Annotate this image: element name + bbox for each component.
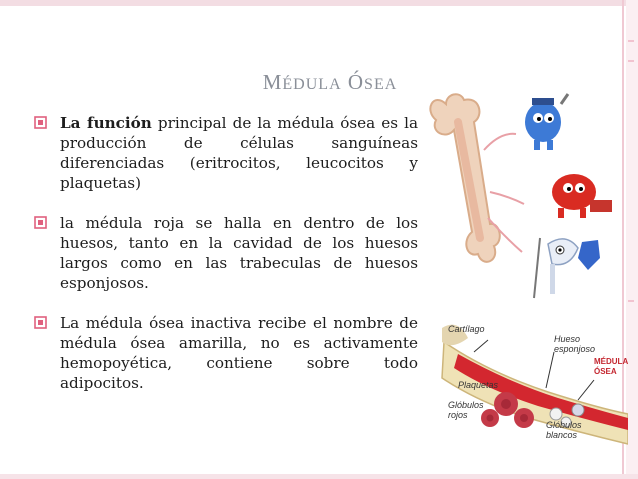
bullet-item: [34, 313, 418, 393]
white-cell-character-icon: [525, 94, 568, 150]
border-tick: [628, 40, 634, 42]
bullet-item: [34, 113, 418, 193]
bottom-border: [0, 474, 638, 479]
label-cartilago: Cartílago: [448, 324, 485, 334]
platelet-character-icon: [534, 238, 600, 298]
bullet-text: principal de la médula ósea es la producción de células sanguíneas diferenciadas (eritrocitos, leucocitos y plaquetas): [60, 114, 418, 192]
label-medula-osea: MÉDULA ÓSEA: [594, 357, 628, 376]
border-tick: [628, 60, 634, 62]
bullet-list: [34, 113, 418, 413]
bullet-bold-text: La función: [60, 114, 152, 132]
red-cell-character-icon: [552, 174, 612, 218]
bullet-text: la médula roja se halla en dentro de los huesos, tanto en la cavidad de los huesos largos como en las trabeculas de huesos esponjosos.: [60, 214, 418, 292]
slide-title-text: MÉDULA ÓSEA: [262, 70, 398, 94]
label-plaquetas: Plaquetas: [458, 380, 499, 390]
border-tick: [628, 300, 634, 302]
bullet-marker-icon: [34, 116, 47, 129]
bone-icon: [430, 94, 499, 262]
bullet-text: La médula ósea inactiva recibe el nombre de médula ósea amarilla, no es activamente hemopoyética, contiene sobre todo adipocitos.: [60, 314, 418, 392]
bullet-marker-icon: [34, 216, 47, 229]
label-globulos-blancos: Glóbulos blancos: [546, 420, 582, 440]
bullet-item: [34, 213, 418, 293]
label-hueso-esponjoso: Hueso esponjoso: [554, 334, 596, 354]
top-border: [0, 0, 638, 6]
label-globulos-rojos: Glóbulos rojos: [448, 400, 484, 420]
bullet-marker-icon: [34, 316, 47, 329]
bone-marrow-illustration: [428, 92, 628, 452]
